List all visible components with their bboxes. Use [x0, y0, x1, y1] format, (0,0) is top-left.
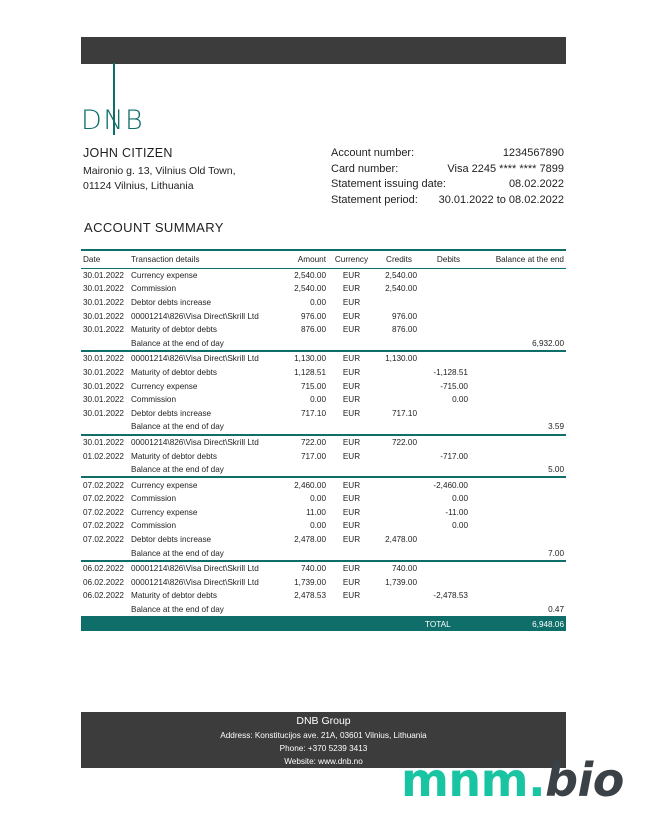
cell-balance: [474, 561, 566, 576]
cell-empty: [129, 617, 277, 631]
cell-credit: 2,478.00: [385, 535, 417, 545]
customer-name: JOHN CITIZEN: [83, 146, 173, 160]
cell-amount: 0.00: [310, 297, 326, 307]
cell-credit: [375, 589, 423, 603]
cell-currency: EUR: [342, 367, 361, 377]
cell-balance: [474, 282, 566, 296]
balance-label: Balance at the end of day: [129, 420, 277, 435]
cell-credit: 1,130.00: [385, 354, 417, 364]
cell-empty: [328, 336, 375, 351]
cell-credit: 740.00: [391, 564, 417, 574]
table-header-row: [81, 250, 566, 268]
table-row: [81, 282, 566, 296]
table-row: [81, 268, 566, 282]
cell-balance: [474, 268, 566, 282]
table-row: [81, 435, 566, 450]
customer-block: [83, 146, 236, 193]
cell-amount: 0.00: [310, 494, 326, 504]
cell-date: 07.02.2022: [83, 494, 124, 504]
cell-debit: [423, 561, 474, 576]
cell-currency: EUR: [342, 437, 361, 447]
account-number-row: [331, 146, 564, 162]
table-row: [81, 309, 566, 323]
cell-details: 00001214\826\Visa Direct\Skrill Ltd: [131, 577, 259, 587]
customer-address-line1: Maironio g. 13, Vilnius Old Town,: [83, 165, 236, 177]
card-number-value: Visa 2245 **** **** 7899: [447, 162, 564, 175]
cell-credit: [375, 449, 423, 463]
cell-debit: -2,460.00: [433, 480, 468, 490]
cell-balance: [474, 492, 566, 506]
table-row: [81, 506, 566, 520]
table-row: [81, 589, 566, 603]
cell-balance: [474, 366, 566, 380]
header-date: Date: [81, 250, 129, 268]
cell-details: Maturity of debtor debts: [131, 451, 218, 461]
cell-currency: EUR: [342, 311, 361, 321]
cell-empty: [81, 603, 129, 618]
dnb-logo: [81, 63, 145, 139]
cell-debit: -715.00: [440, 381, 468, 391]
cell-details: Debtor debts increase: [131, 408, 212, 418]
period-label: Statement period:: [331, 193, 418, 206]
cell-debit: [423, 576, 474, 590]
footer-website: Website: www.dnb.no: [284, 757, 363, 766]
cell-balance: [474, 351, 566, 366]
cell-empty: [423, 336, 474, 351]
cell-currency: EUR: [342, 591, 361, 601]
account-number-value: 1234567890: [502, 147, 564, 159]
cell-empty: [277, 463, 328, 478]
cell-debit: [423, 323, 474, 337]
cell-date: 30.01.2022: [83, 311, 124, 321]
cell-debit: [423, 406, 474, 420]
cell-date: 30.01.2022: [83, 270, 124, 280]
cell-empty: [328, 617, 375, 631]
table-row: [81, 561, 566, 576]
cell-currency: EUR: [342, 521, 361, 531]
cell-amount: 1,128.51: [294, 367, 326, 377]
table-row: [81, 519, 566, 533]
cell-amount: 2,478.53: [294, 591, 326, 601]
transactions-table: [81, 249, 566, 631]
table-row: [81, 323, 566, 337]
cell-empty: [423, 463, 474, 478]
cell-balance: [474, 477, 566, 492]
cell-debit: 0.00: [452, 494, 468, 504]
cell-credit: 722.00: [391, 437, 417, 447]
balance-row: [81, 603, 566, 618]
cell-empty: [375, 546, 423, 561]
cell-amount: 717.00: [300, 451, 326, 461]
cell-credit: [375, 492, 423, 506]
cell-empty: [277, 617, 328, 631]
cell-amount: 876.00: [300, 325, 326, 335]
cell-details: 00001214\826\Visa Direct\Skrill Ltd: [131, 437, 259, 447]
balance-value: 6,932.00: [474, 336, 566, 351]
cell-empty: [423, 420, 474, 435]
cell-balance: [474, 296, 566, 310]
cell-empty: [81, 463, 129, 478]
total-row: [81, 617, 566, 631]
cell-date: 01.02.2022: [83, 451, 124, 461]
cell-date: 30.01.2022: [83, 408, 124, 418]
footer-phone: Phone: +370 5239 3413: [279, 744, 368, 753]
cell-amount: 2,460.00: [294, 480, 326, 490]
cell-debit: -717.00: [440, 451, 468, 461]
header-bar: [81, 37, 566, 64]
cell-amount: 2,478.00: [294, 535, 326, 545]
cell-date: 06.02.2022: [83, 591, 124, 601]
cell-empty: [328, 463, 375, 478]
cell-balance: [474, 506, 566, 520]
cell-balance: [474, 449, 566, 463]
cell-date: 06.02.2022: [83, 564, 124, 574]
cell-currency: EUR: [342, 395, 361, 405]
cell-debit: -2,478.53: [433, 591, 468, 601]
cell-amount: 0.00: [310, 521, 326, 531]
cell-date: 06.02.2022: [83, 577, 124, 587]
cell-currency: EUR: [342, 297, 361, 307]
cell-details: 00001214\826\Visa Direct\Skrill Ltd: [131, 311, 259, 321]
cell-amount: 2,540.00: [294, 284, 326, 294]
table-row: [81, 449, 566, 463]
cell-amount: 2,540.00: [294, 270, 326, 280]
cell-debit: [423, 296, 474, 310]
summary-title: ACCOUNT SUMMARY: [84, 220, 224, 235]
cell-credit: [375, 296, 423, 310]
balance-row: [81, 420, 566, 435]
footer-address: Address: Konstitucijos ave. 21A, 03601 Vilnius, Lithuania: [220, 731, 427, 740]
cell-credit: 717.10: [391, 408, 417, 418]
cell-details: Currency expense: [131, 270, 198, 280]
cell-debit: -1,128.51: [433, 367, 468, 377]
total-label: TOTAL: [423, 617, 474, 631]
cell-balance: [474, 519, 566, 533]
cell-details: Maturity of debtor debts: [131, 591, 218, 601]
cell-debit: -11.00: [445, 507, 468, 517]
cell-credit: [375, 477, 423, 492]
period-value: 30.01.2022 to 08.02.2022: [438, 193, 564, 206]
cell-empty: [328, 603, 375, 618]
cell-details: 00001214\826\Visa Direct\Skrill Ltd: [131, 564, 259, 574]
cell-empty: [81, 336, 129, 351]
cell-debit: 0.00: [452, 521, 468, 531]
cell-details: Debtor debts increase: [131, 535, 212, 545]
cell-currency: EUR: [342, 564, 361, 574]
header-details: Transaction details: [129, 250, 277, 268]
account-number-label: Account number:: [331, 147, 415, 159]
cell-balance: [474, 393, 566, 407]
cell-details: Debtor debts increase: [131, 297, 212, 307]
cell-empty: [375, 336, 423, 351]
cell-currency: EUR: [342, 381, 361, 391]
balance-label: Balance at the end of day: [129, 603, 277, 618]
cell-debit: [423, 282, 474, 296]
cell-details: Commission: [131, 494, 177, 504]
table-row: [81, 296, 566, 310]
cell-empty: [81, 546, 129, 561]
header-amount: Amount: [277, 250, 328, 268]
cell-empty: [423, 603, 474, 618]
balance-label: Balance at the end of day: [129, 546, 277, 561]
cell-empty: [81, 420, 129, 435]
cell-debit: [423, 533, 474, 547]
cell-credit: [375, 519, 423, 533]
cell-amount: 717.10: [300, 408, 326, 418]
cell-amount: 0.00: [310, 395, 326, 405]
cell-currency: EUR: [342, 535, 361, 545]
balance-label: Balance at the end of day: [129, 463, 277, 478]
cell-debit: [423, 435, 474, 450]
cell-balance: [474, 406, 566, 420]
header-debits: Debits: [423, 250, 474, 268]
cell-details: Maturity of debtor debts: [131, 325, 218, 335]
table-row: [81, 533, 566, 547]
cell-date: 30.01.2022: [83, 325, 124, 335]
balance-label: Balance at the end of day: [129, 336, 277, 351]
cell-empty: [375, 463, 423, 478]
cell-balance: [474, 576, 566, 590]
cell-currency: EUR: [342, 480, 361, 490]
cell-amount: 1,130.00: [294, 354, 326, 364]
cell-balance: [474, 379, 566, 393]
cell-balance: [474, 309, 566, 323]
account-info: [331, 146, 564, 208]
cell-details: Currency expense: [131, 480, 198, 490]
table-row: [81, 406, 566, 420]
cell-currency: EUR: [342, 270, 361, 280]
cell-currency: EUR: [342, 284, 361, 294]
cell-details: Commission: [131, 395, 177, 405]
balance-row: [81, 463, 566, 478]
cell-empty: [81, 617, 129, 631]
balance-value: 7.00: [474, 546, 566, 561]
card-number-label: Card number:: [331, 162, 399, 175]
period-row: [331, 193, 564, 209]
cell-empty: [277, 546, 328, 561]
table-row: [81, 477, 566, 492]
cell-details: Commission: [131, 284, 177, 294]
watermark-part1: mnm.: [401, 753, 546, 807]
cell-balance: [474, 589, 566, 603]
watermark-part2: bio: [545, 753, 624, 807]
cell-currency: EUR: [342, 325, 361, 335]
cell-balance: [474, 435, 566, 450]
issue-date-value: 08.02.2022: [508, 178, 564, 190]
cell-empty: [277, 603, 328, 618]
cell-empty: [375, 603, 423, 618]
cell-debit: [423, 268, 474, 282]
table-row: [81, 492, 566, 506]
cell-balance: [474, 323, 566, 337]
cell-date: 30.01.2022: [83, 284, 124, 294]
cell-amount: 976.00: [300, 311, 326, 321]
table-row: [81, 351, 566, 366]
balance-value: 3.59: [474, 420, 566, 435]
logo-text: DNB: [81, 105, 145, 136]
cell-date: 30.01.2022: [83, 437, 124, 447]
header-credits: Credits: [375, 250, 423, 268]
cell-amount: 722.00: [300, 437, 326, 447]
cell-currency: EUR: [342, 494, 361, 504]
cell-amount: 740.00: [300, 564, 326, 574]
table-row: [81, 366, 566, 380]
cell-debit: [423, 351, 474, 366]
table-row: [81, 379, 566, 393]
header-currency: Currency: [328, 250, 375, 268]
cell-amount: 11.00: [306, 507, 326, 517]
cell-credit: 2,540.00: [385, 270, 417, 280]
cell-empty: [328, 420, 375, 435]
cell-currency: EUR: [342, 451, 361, 461]
customer-address-line2: 01124 Vilnius, Lithuania: [83, 179, 194, 192]
cell-credit: 876.00: [391, 325, 417, 335]
balance-value: 5.00: [474, 463, 566, 478]
cell-amount: 1,739.00: [294, 577, 326, 587]
cell-currency: EUR: [342, 354, 361, 364]
cell-date: 30.01.2022: [83, 354, 124, 364]
cell-date: 30.01.2022: [83, 395, 124, 405]
footer-group: DNB Group: [296, 715, 351, 727]
cell-debit: [423, 309, 474, 323]
cell-credit: 976.00: [391, 311, 417, 321]
cell-empty: [328, 546, 375, 561]
cell-details: Currency expense: [131, 507, 198, 517]
cell-credit: 2,540.00: [385, 284, 417, 294]
cell-currency: EUR: [342, 507, 361, 517]
cell-details: Commission: [131, 521, 177, 531]
cell-empty: [277, 336, 328, 351]
table-body: [81, 268, 566, 631]
cell-credit: [375, 393, 423, 407]
cell-empty: [375, 617, 423, 631]
cell-debit: 0.00: [452, 395, 468, 405]
cell-empty: [375, 420, 423, 435]
issue-date-label: Statement issuing date:: [331, 178, 446, 190]
cell-date: 30.01.2022: [83, 297, 124, 307]
cell-amount: 715.00: [300, 381, 326, 391]
cell-date: 30.01.2022: [83, 381, 124, 391]
cell-empty: [277, 420, 328, 435]
total-value: 6,948.06: [474, 617, 566, 631]
table-row: [81, 393, 566, 407]
cell-credit: 1,739.00: [385, 577, 417, 587]
cell-details: Currency expense: [131, 381, 198, 391]
cell-date: 30.01.2022: [83, 367, 124, 377]
cell-credit: [375, 366, 423, 380]
cell-empty: [423, 546, 474, 561]
watermark: [401, 752, 624, 808]
balance-row: [81, 546, 566, 561]
issue-date-row: [331, 177, 564, 193]
cell-date: 07.02.2022: [83, 535, 124, 545]
cell-details: 00001214\826\Visa Direct\Skrill Ltd: [131, 354, 259, 364]
balance-row: [81, 336, 566, 351]
cell-currency: EUR: [342, 577, 361, 587]
cell-details: Maturity of debtor debts: [131, 367, 218, 377]
cell-date: 07.02.2022: [83, 480, 124, 490]
cell-credit: [375, 506, 423, 520]
cell-currency: EUR: [342, 408, 361, 418]
header-balance: Balance at the end: [474, 250, 566, 268]
cell-balance: [474, 533, 566, 547]
cell-date: 07.02.2022: [83, 507, 124, 517]
cell-credit: [375, 379, 423, 393]
balance-value: 0.47: [474, 603, 566, 618]
card-number-row: [331, 162, 564, 178]
table-row: [81, 576, 566, 590]
cell-date: 07.02.2022: [83, 521, 124, 531]
